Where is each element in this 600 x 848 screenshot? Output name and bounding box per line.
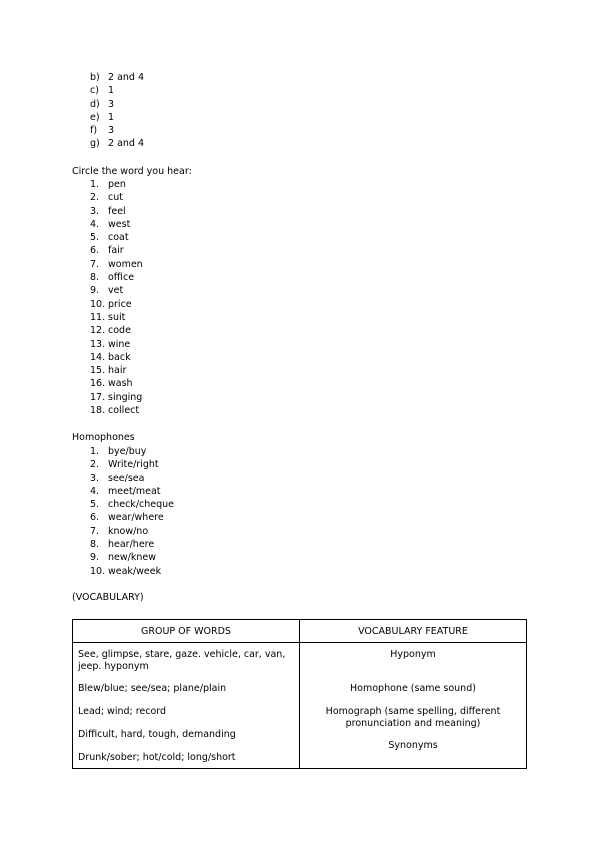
answer-item: c) 1 [90,85,115,97]
feature-item: Homograph (same spelling, different pronunciation and meaning) [325,706,501,729]
homophones-list [90,445,174,578]
vocabulary-feature-header: VOCABULARY FEATURE [300,620,527,643]
group-of-words-header: GROUP OF WORDS [73,620,300,643]
vocabulary-table [72,619,527,769]
vocabulary-feature-cell [300,643,527,769]
list-item: 10. weak/week [90,565,162,577]
list-item: 16. wash [90,378,133,390]
list-item: 7. know/no [90,525,149,537]
answer-item: g) 2 and 4 [90,138,145,150]
list-item: 7. women [90,258,143,270]
answer-item: f) 3 [90,125,115,137]
list-item: 10. price [90,298,132,310]
list-item: 14. back [90,351,131,363]
list-item: 2. Write/right [90,459,159,471]
list-item: 4. meet/meat [90,485,161,497]
list-item: 17. singing [90,391,143,403]
list-item: 18. collect [90,405,140,417]
vocabulary-title: (VOCABULARY) [72,592,144,603]
feature-item: Homophone (same sound) [350,683,476,694]
table-row [73,643,527,769]
circle-section-title: Circle the word you hear: [72,166,192,177]
list-item: 5. check/cheque [90,499,174,511]
group-item: Lead; wind; record [78,706,167,717]
table-header-row [73,620,527,643]
list-item: 8. hear/here [90,539,155,551]
feature-item: Synonyms [388,740,438,751]
list-item: 1. bye/buy [90,446,147,457]
group-of-words-cell [73,643,300,769]
group-item: Drunk/sober; hot/cold; long/short [78,752,236,763]
circle-word-list [90,178,143,417]
list-item: 6. wear/where [90,512,164,524]
list-item: 1. pen [90,179,126,190]
group-item: See, glimpse, stare, gaze. vehicle, car, van, jeep. hyponym [78,649,286,672]
list-item: 4. west [90,218,131,230]
list-item: 3. feel [90,205,126,217]
feature-item: Hyponym [390,649,436,660]
list-item: 13. wine [90,338,131,350]
list-item: 15. hair [90,365,127,377]
homophones-title: Homophones [72,432,135,443]
answers-list [90,71,144,151]
list-item: 9. vet [90,285,124,297]
list-item: 2. cut [90,192,123,204]
list-item: 9. new/knew [90,552,156,564]
answer-item: d) 3 [90,98,115,110]
list-item: 12. code [90,325,131,337]
list-item: 6. fair [90,245,124,257]
group-item: Blew/blue; see/sea; plane/plain [78,683,227,694]
list-item: 8. office [90,272,135,284]
list-item: 5. coat [90,232,129,244]
answer-item: b) 2 and 4 [90,72,145,83]
list-item: 11. suit [90,311,126,323]
list-item: 3. see/sea [90,472,145,484]
group-item: Difficult, hard, tough, demanding [78,729,236,740]
answer-item: e) 1 [90,111,115,123]
